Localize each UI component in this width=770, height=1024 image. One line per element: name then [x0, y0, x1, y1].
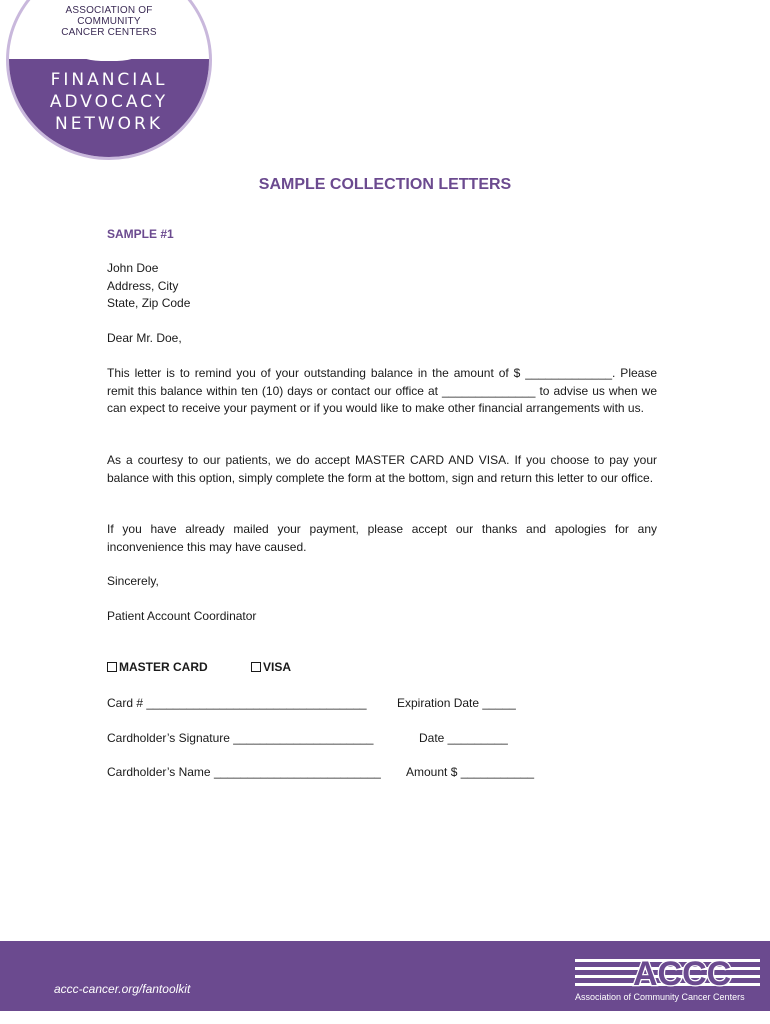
expiration-date-field[interactable]: Expiration Date _____: [397, 696, 516, 710]
checkbox-icon[interactable]: [107, 662, 117, 672]
logo-org-line: CANCER CENTERS: [61, 27, 157, 38]
payment-options: [107, 660, 331, 674]
visa-label: VISA: [263, 660, 292, 674]
checkbox-icon[interactable]: [251, 662, 261, 672]
logo-network-line: FINANCIAL: [50, 70, 168, 90]
logo-network-name: [9, 69, 209, 135]
sample-label: SAMPLE #1: [107, 227, 174, 241]
closing: Sincerely,: [107, 574, 159, 588]
address-line: State, Zip Code: [107, 296, 191, 310]
recipient-address: [107, 260, 657, 313]
logo-org-name: [45, 5, 173, 61]
fan-logo: [6, 0, 212, 160]
paragraph-courtesy: As a courtesy to our patients, we do accept MASTER CARD AND VISA. If you choose to pay your balance with this option, simply complete the form at the bottom, sign and return this letter to our office.: [107, 453, 657, 485]
visa-option[interactable]: [251, 660, 291, 674]
address-line: Address, City: [107, 278, 179, 293]
page-title: SAMPLE COLLECTION LETTERS: [258, 176, 512, 193]
footer-band: [0, 941, 770, 1011]
master-card-option[interactable]: [107, 660, 208, 674]
signer-title: Patient Account Coordinator: [107, 609, 257, 623]
salutation: Dear Mr. Doe,: [107, 331, 182, 345]
paragraph-apology: If you have already mailed your payment, please accept our thanks and apologies for any inconvenience this may have caused.: [107, 522, 657, 554]
master-card-label: MASTER CARD: [119, 660, 208, 674]
card-number-field[interactable]: Card # _________________________________: [107, 696, 367, 710]
logo-org-line: COMMUNITY: [77, 16, 141, 27]
footer-url[interactable]: accc-cancer.org/fantoolkit: [54, 982, 191, 996]
accc-logo-text: ACCC: [633, 955, 732, 993]
cardholder-name-field[interactable]: Cardholder’s Name _________________________: [107, 765, 381, 779]
date-field[interactable]: Date _________: [419, 731, 508, 745]
logo-network-line: NETWORK: [55, 114, 163, 134]
paragraph-balance: This letter is to remind you of your outstanding balance in the amount of $ _____________. Please remit this balance within ten (10) days or contact our office at ______________ to advise us when we can expect to receive your payment or if you would like to make other financial arrangements with us.: [107, 366, 657, 415]
amount-field[interactable]: Amount $ ___________: [406, 765, 535, 779]
address-line: John Doe: [107, 261, 159, 275]
logo-network-line: ADVOCACY: [49, 92, 169, 112]
logo-org-line: ASSOCIATION OF: [65, 5, 153, 16]
accc-subtitle: Association of Community Cancer Centers: [575, 992, 745, 1002]
signature-field[interactable]: Cardholder’s Signature _____________________: [107, 731, 374, 745]
